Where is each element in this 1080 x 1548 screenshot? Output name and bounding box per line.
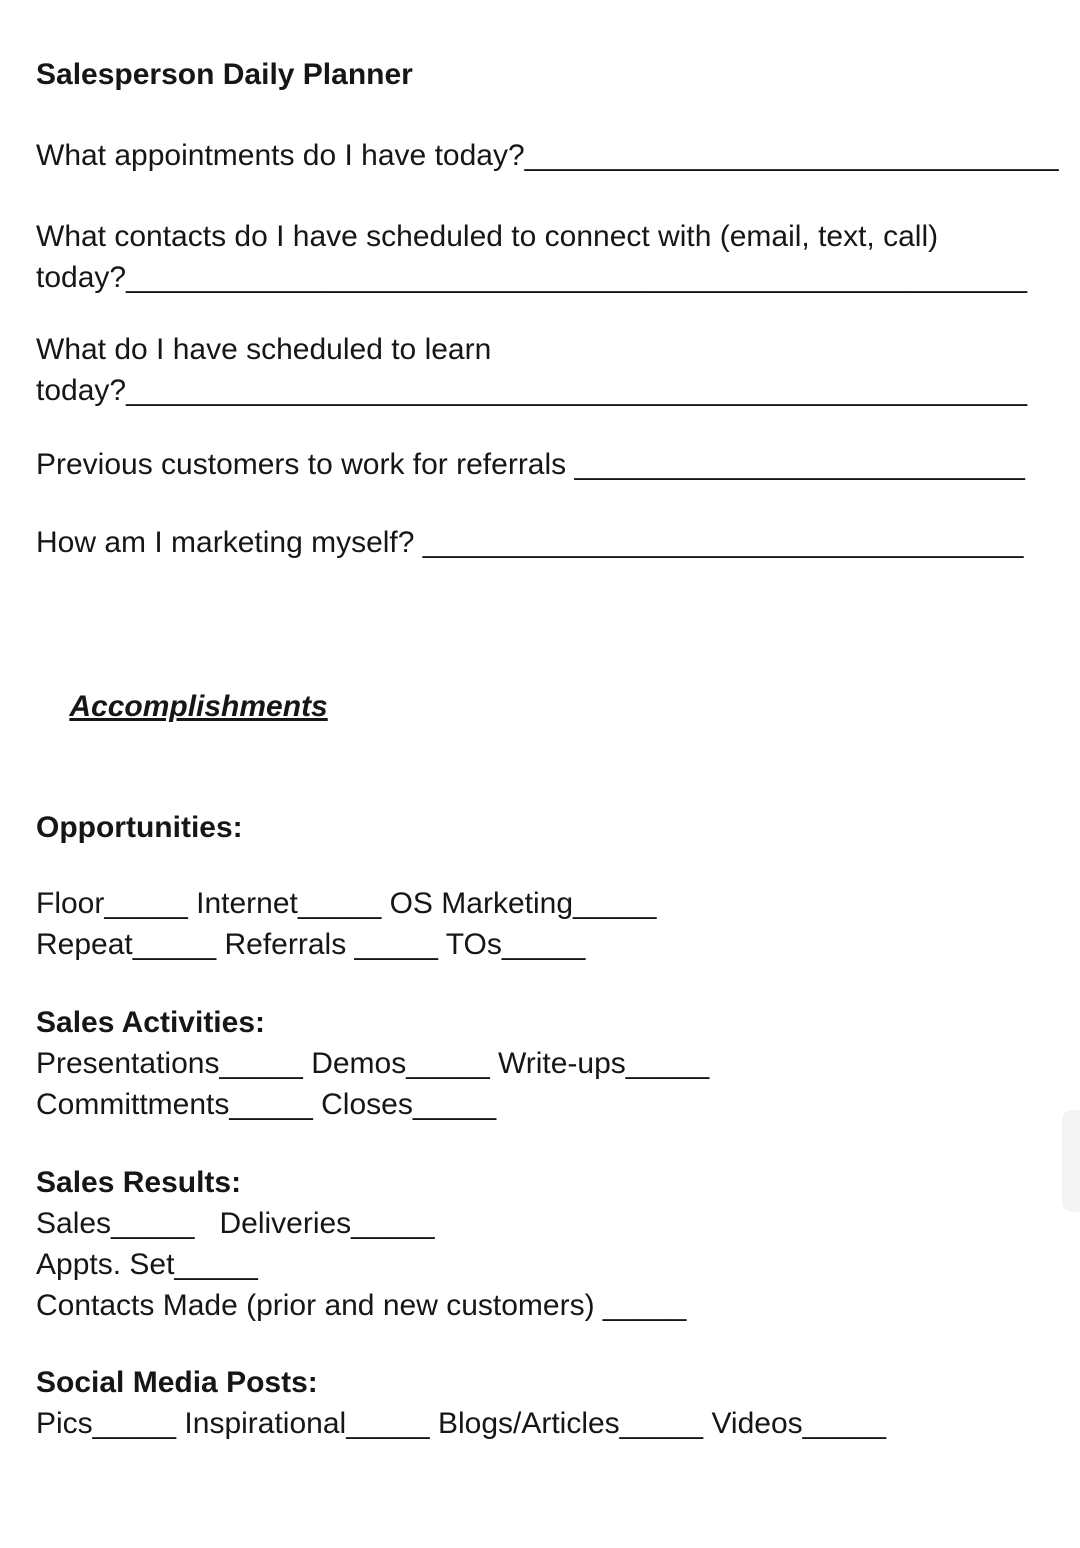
document-title: Salesperson Daily Planner (36, 58, 413, 91)
sales-activities-heading: Sales Activities: (36, 1006, 265, 1039)
sales-results-section (36, 1162, 1080, 1326)
social-media-heading: Social Media Posts: (36, 1366, 318, 1399)
question-learn-line1: What do I have scheduled to learn (36, 333, 492, 366)
social-media-line1: Pics_____ Inspirational_____ Blogs/Articles_____ Videos_____ (36, 1407, 887, 1440)
sales-results-line3: Contacts Made (prior and new customers) _____ (36, 1289, 687, 1322)
social-media-section (36, 1362, 1080, 1444)
opportunities-blanks (36, 883, 1080, 965)
accomplishments-heading: Accomplishments (69, 690, 328, 723)
question-contacts (36, 216, 1080, 298)
question-marketing: How am I marketing myself? ____________________________________ (36, 526, 1024, 559)
opportunities-line2: Repeat_____ Referrals _____ TOs_____ (36, 928, 586, 961)
opportunities-line1: Floor_____ Internet_____ OS Marketing_____ (36, 887, 657, 920)
sales-results-heading: Sales Results: (36, 1166, 242, 1199)
question-learn-line2: today?______________________________________________________ (36, 374, 1028, 407)
question-appointments: What appointments do I have today?________________________________ (36, 139, 1059, 172)
sales-activities-section (36, 1002, 1080, 1125)
page-edge-shadow (1062, 1110, 1080, 1212)
question-learn (36, 329, 1080, 411)
sales-activities-line2: Committments_____ Closes_____ (36, 1088, 497, 1121)
sales-activities-line1: Presentations_____ Demos_____ Write-ups_____ (36, 1047, 710, 1080)
question-contacts-line2: today?______________________________________________________ (36, 261, 1028, 294)
sales-results-line1: Sales_____ Deliveries_____ (36, 1207, 435, 1240)
opportunities-heading: Opportunities: (36, 811, 243, 844)
sales-results-line2: Appts. Set_____ (36, 1248, 258, 1281)
question-referrals: Previous customers to work for referrals ___________________________ (36, 448, 1025, 481)
question-contacts-line1: What contacts do I have scheduled to connect with (email, text, call) (36, 220, 939, 253)
